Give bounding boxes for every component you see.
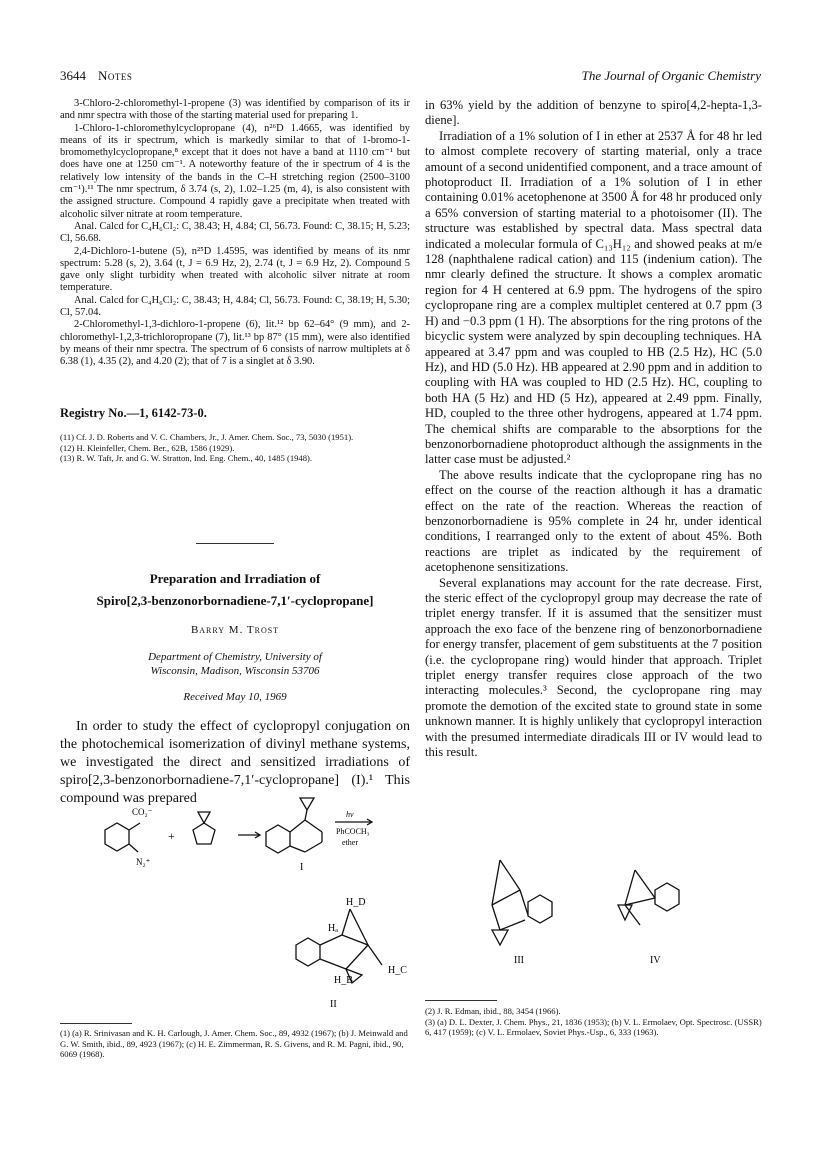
registry-number: Registry No.—1, 6142-73-0.: [60, 406, 207, 420]
footnote: (1) (a) R. Srinivasan and K. H. Carlough, J. Amer. Chem. Soc., 89, 4932 (1967); (b) J. Meinwald and G. W. Smith, ibid., 89, 4923 (1967); (c) H. E. Zimmerman, R. S. Givens, and R. M. Pagni, ibid., 90, 6069 (1968).: [60, 1028, 408, 1060]
reagent-label: PhCOCH₃: [336, 827, 370, 836]
HD-label: H_D: [346, 897, 366, 908]
reaction-scheme-figure: [90, 790, 410, 880]
page-number: 3644: [60, 68, 86, 83]
cyclopropane-ring: [198, 812, 210, 823]
left-top-text: [60, 98, 410, 369]
article-title-line-1: Preparation and Irradiation of: [149, 571, 321, 586]
bottom-left-footnotes: [60, 1028, 410, 1060]
product-benzene-ring: [266, 825, 290, 853]
bottom-right-footnotes: [425, 1006, 762, 1038]
paragraph: 3-Chloro-2-chloromethyl-1-propene (3) was identified by comparison of its ir and nmr spectra with those of the starting material used for preparing 1.: [60, 98, 410, 122]
compound-label-III: III: [514, 955, 524, 966]
paragraph: Irradiation of a 1% solution of I in ether at 2537 Å for 48 hr led to almost complete recovery of starting material, only a trace amount of a second unidentified component, and a trace amount of photoproduct II. Irradiation of a 1% solution of I in ether containing 0.01% acetophenone at 3500 Å for 48 hr produced only a 65% conversion of starting material to a photoisomer (II). The structure was established by spectral data. Mass spectral data indicated a molecular formula of C₁₃H₁₂ and showed peaks at m/e 128 (naphthalene radical cation) and 115 (indenium cation). The nmr clearly defined the structure. It shows a complex aromatic region for 4 H centered at 6.9 ppm. The hydrogens of the spiro cyclopropane ring are a complex multiplet centered at 0.7 ppm (3 H) and −0.3 ppm (1 H). The absorptions for the ring protons of the bicyclic system were analyzed by spin decoupling techniques. HA appeared at 3.47 ppm and was coupled to HB (2.5 Hz), HC (5.0 Hz), and HD (5.0 Hz). HB appeared at 2.90 ppm and in addition to coupling with HA was coupled to HD (2.5 Hz). HC, coupling to both HA (5 Hz) and HD (5 Hz), appeared at 2.49 ppm. Finally, HD, coupled to the three other hydrogens, appeared at 1.74 ppm. The chemical shifts are comparable to the absorptions for the benzonorbornadiene photoproduct although the assignments in the latter case must be adjusted.²: [425, 128, 762, 467]
author: Barry M. Trost: [190, 624, 280, 636]
paragraph: 2-Chloromethyl-1,3-dichloro-1-propene (6), lit.¹² bp 62–64° (9 mm), and 2-chloromethyl-1,2,3-trichloropropane (7), lit.¹³ bp 87° (15 mm), were also identified by means of their nmr spectra. The spectrum of 6 consists of narrow multiplets at δ 6.38 (1), 4.35 (2), and 4.20 (2); that of 7 is a singlet at δ 3.90.: [60, 319, 410, 368]
compound-label-IV: IV: [650, 955, 661, 966]
compound-label-I: I: [300, 862, 304, 873]
hv-label: hν: [346, 810, 354, 819]
paragraph: 2,4-Dichloro-1-butene (5), n²⁵D 1.4595, was identified by means of its nmr spectrum: 5.28 (s, 2), 3.64 (t, J = 6.9 Hz, 2), 2.74 (t, J = 6.9 Hz, 2). Compound 5 gave only slight turbidity when treated with alcoholic silver nitrate at room temperature.: [60, 245, 410, 294]
product-II-figure: [290, 895, 420, 1015]
plus-sign: +: [168, 829, 175, 843]
received-date: Received May 10, 1969: [183, 691, 287, 703]
diradicals-figure: [470, 850, 700, 980]
cyclopentadiene-ring: [193, 823, 215, 844]
footnote: (12) H. Kleinfeller, Chem. Ber., 62B, 1586 (1929).: [60, 442, 235, 453]
article-title-line-2: Spiro[2,3-benzonorbornadiene-7,1′-cyclopropane]: [96, 593, 374, 608]
paragraph: The above results indicate that the cyclopropane ring has no effect on the course of the reaction although it has a dramatic effect on the rate of the reaction. Whereas the reaction of benzonorbornadiene is 95% complete in 24 hr, under identical conditions, I rearranged only to the extent of about 45%. Both reactions are triplet as indicated by the requirement of acetophenone sensitizations.: [425, 467, 762, 575]
paragraph: 1-Chloro-1-chloromethylcyclopropane (4), n²⁶D 1.4665, was identified by means of its ir spectrum, which is markedly similar to that of 1-bromo-1-bromomethylcyclopropane,⁸ except that it does not have a band at 1110 cm⁻¹ but does have one at 1250 cm⁻¹. A noteworthy feature of the ir spectrum of 4 is the relatively low intensity of the bands in the C–H stretching region (2500–3100 cm⁻¹).¹¹ The nmr spectrum, δ 3.74 (s, 2), 1.02–1.25 (m, 4), is also consistent with the assigned structure. Compound 4 rapidly gave a precipitate when treated with alcoholic silver nitrate at room temperature.: [60, 122, 410, 220]
section-label: Notes: [98, 68, 133, 83]
intro-paragraph: In order to study the effect of cyclopropyl conjugation on the photochemical isomerization of divinyl methane systems, we investigated the direct and sensitized irradiations of spiro[2,3-benzonorbornadiene-7,1′-cyclopropane] (I).¹ This compound was prepared: [60, 719, 410, 806]
footnote-rule-left: [60, 1023, 132, 1024]
HA-label: Hₐ: [328, 923, 338, 934]
footnote: (2) J. R. Edman, ibid., 88, 3454 (1966).: [425, 1006, 561, 1016]
paragraph: Anal. Calcd for C₄H₆Cl₂: C, 38.43; H, 4.84; Cl, 56.73. Found: C, 38.15; H, 5.23; Cl, 56.68.: [60, 220, 410, 245]
solvent-label: ether: [342, 838, 358, 847]
left-footnotes: [60, 432, 410, 464]
HC-label: H_C: [388, 965, 407, 976]
compound-label-II: II: [330, 999, 337, 1010]
diazonium-label: N₂⁺: [136, 857, 151, 867]
benzene-ring: [105, 823, 129, 851]
paragraph: in 63% yield by the addition of benzyne to spiro[4,2-hepta-1,3-diene].: [425, 98, 762, 128]
paragraph: Anal. Calcd for C₄H₆Cl₂: C, 38.43; H, 4.84; Cl, 56.73. Found: C, 38.19; H, 5.30; Cl, 57.04.: [60, 294, 410, 319]
section-divider: [196, 543, 274, 544]
right-column-text: [425, 98, 762, 760]
footnote-rule-right: [425, 1000, 497, 1001]
HB-label: H_B: [334, 975, 353, 986]
journal-title: The Journal of Organic Chemistry: [581, 68, 761, 83]
affiliation-line-1: Department of Chemistry, University of: [148, 651, 322, 663]
footnote: (3) (a) D. L. Dexter, J. Chem. Phys., 21, 1836 (1953); (b) V. L. Ermolaev, Opt. Spectrosc. (USSR) 6, 417 (1959); (c) V. L. Ermolaev, Soviet Phys.-Usp., 6, 333 (1963).: [425, 1016, 762, 1038]
affiliation-line-2: Wisconsin, Madison, Wisconsin 53706: [150, 665, 320, 677]
paragraph: Several explanations may account for the rate decrease. First, the steric effect of the cyclopropyl group may decrease the rate of triplet energy transfer. If it is assumed that the sensitizer must approach the exo face of the benzene ring of benzonorbornadiene for energy transfer, placement of gem substituents at the 7 position (i.e. the cyclopropane ring) would hinder that approach. Triplet triplet energy transfer requires close approach of the two interacting molecules.³ Second, the cyclopropane ring may promote the demotion of the excited state to ground state in some unknown manner. It is highly unlikely that cyclopropyl interaction with the presumed intermediate diradicals III or IV would lead to this result.: [425, 575, 762, 760]
footnote: (13) R. W. Taft, Jr. and G. W. Stratton, Ind. Eng. Chem., 40, 1485 (1948).: [60, 453, 313, 464]
carboxylate-label: CO₂⁻: [132, 807, 153, 817]
footnote: (11) Cf. J. D. Roberts and V. C. Chambers, Jr., J. Amer. Chem. Soc., 73, 5030 (1951).: [60, 432, 354, 442]
